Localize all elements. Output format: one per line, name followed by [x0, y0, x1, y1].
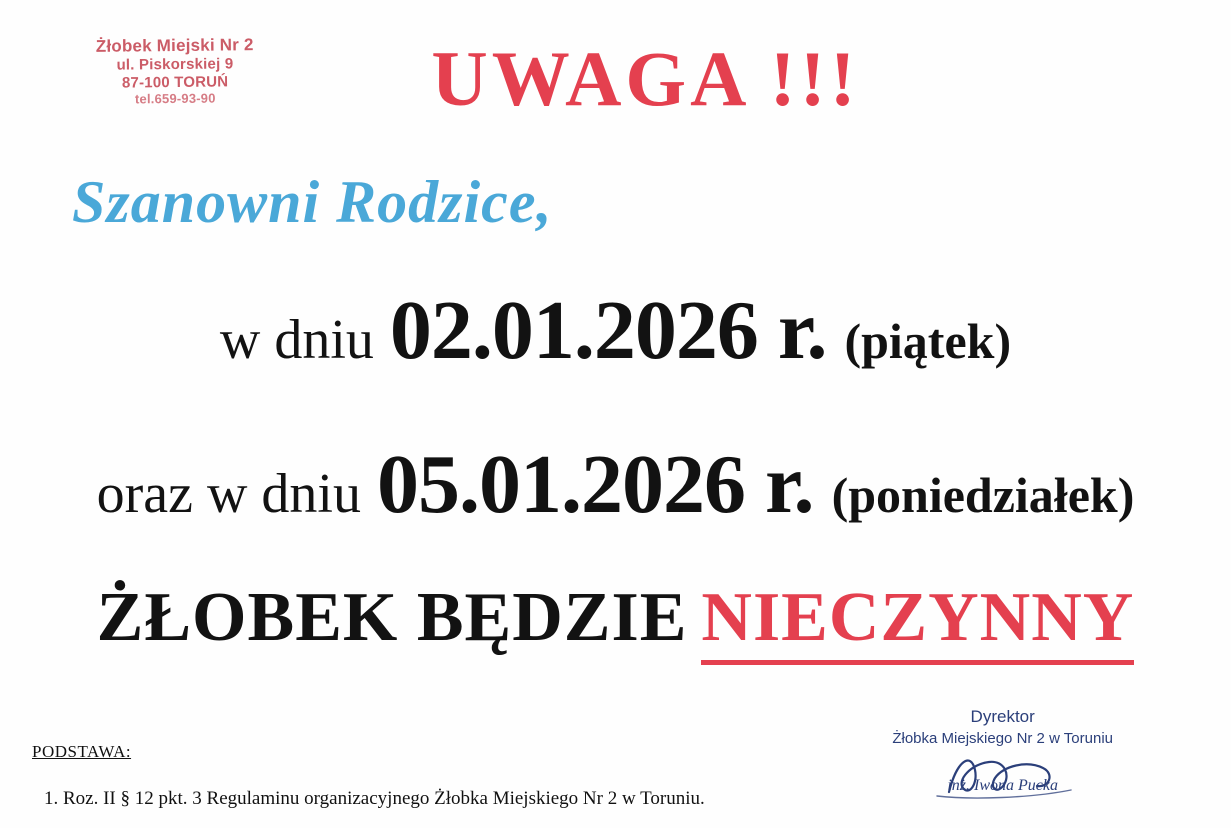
- date-weekday-first: (piątek): [844, 313, 1012, 369]
- greeting-text: Szanowni Rodzice,: [72, 169, 553, 235]
- signature-block: [892, 706, 1113, 797]
- legal-basis-label: PODSTAWA:: [32, 742, 132, 761]
- date-lead-first: w dniu: [219, 309, 374, 371]
- date-value-second: 05.01.2026 r.: [376, 438, 814, 531]
- page-title: UWAGA !!!: [431, 35, 860, 122]
- stamp-line-city: 87-100 TORUŃ: [121, 73, 229, 92]
- legal-basis-item: 1. Roz. II § 12 pkt. 3 Regulaminu organizacyjnego Żłobka Miejskiego Nr 2 w Toruniu.: [44, 788, 705, 809]
- date-lead-second: oraz w dniu: [96, 463, 361, 525]
- signature-title: Dyrektor: [970, 707, 1035, 726]
- stamp-line-name: Żłobek Miejski Nr 2: [95, 35, 254, 56]
- closed-notice-emphasis: NIECZYNNY: [701, 579, 1134, 665]
- closed-notice: [0, 578, 1231, 658]
- stamp-line-phone: tel.659-93-90: [134, 90, 216, 107]
- date-value-first: 02.01.2026 r.: [389, 284, 827, 377]
- date-line-first: [0, 282, 1231, 379]
- date-line-second: [0, 436, 1231, 533]
- stamp-line-street: ul. Piskorskiej 9: [116, 55, 234, 74]
- date-weekday-second: (poniedziałek): [831, 467, 1135, 523]
- signature-name: inż. Iwona Pucka: [947, 777, 1058, 795]
- signature-institution: Żłobka Miejskiego Nr 2 w Toruniu: [892, 729, 1113, 747]
- closed-notice-prefix: ŻŁOBEK BĘDZIE: [96, 579, 688, 656]
